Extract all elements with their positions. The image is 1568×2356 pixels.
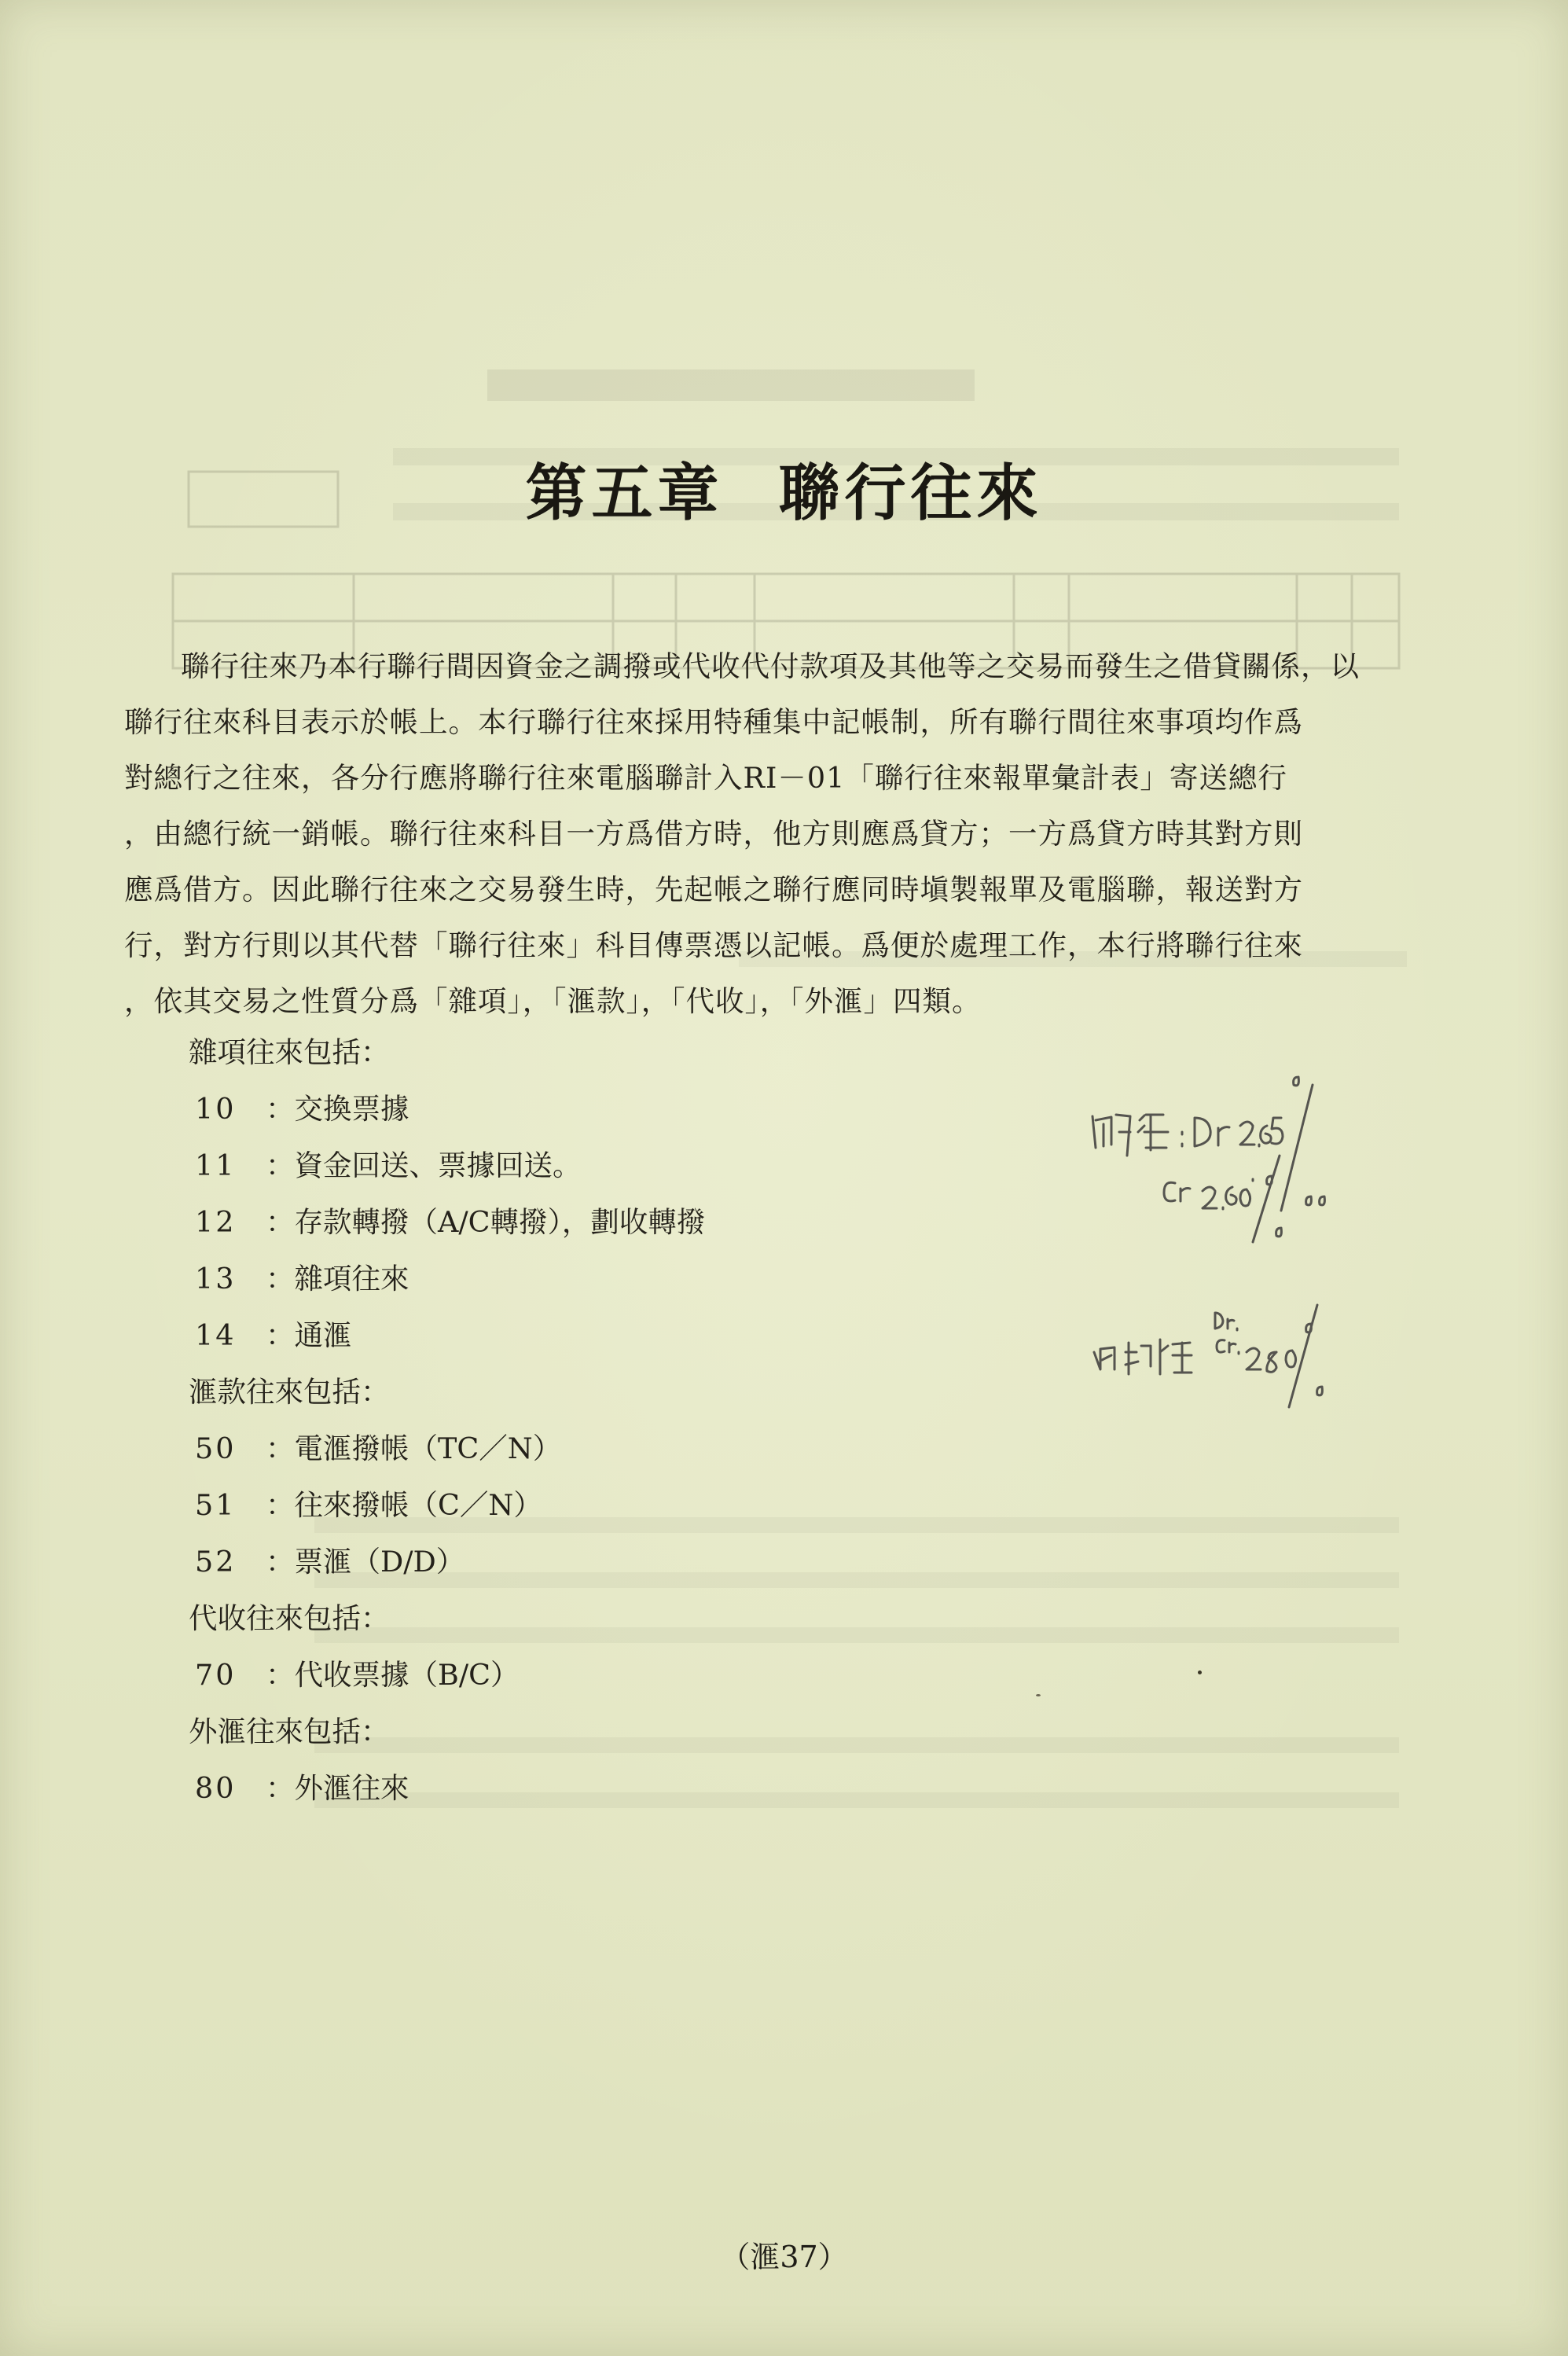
list-item — [195, 1194, 705, 1251]
item-code: 70 — [195, 1658, 237, 1692]
intro-line: 應爲借方。因此聯行往來之交易發生時，先起帳之聯行應同時塡製報單及電腦聯，報送對方 — [124, 873, 1303, 906]
item-text: ：雜項往來 — [266, 1262, 409, 1296]
intro-line: ，依其交易之性質分爲「雜項」，「滙款」，「代收」，「外滙」四類。 — [124, 984, 982, 1018]
item-code: 51 — [195, 1488, 237, 1522]
item-code: 50 — [195, 1432, 237, 1465]
list-item — [195, 1081, 705, 1138]
list-item — [195, 1251, 705, 1307]
handwritten-pencil-notes — [1085, 1022, 1493, 1462]
chapter-title — [0, 444, 1568, 532]
item-text: ：票滙（D/D） — [266, 1545, 465, 1579]
item-code: 80 — [195, 1771, 237, 1805]
intro-line: 行，對方行則以其代替「聯行往來」科目傳票憑以記帳。爲便於處理工作，本行將聯行往來 — [124, 928, 1303, 962]
list-item — [195, 1138, 705, 1194]
item-text: ：通滙 — [266, 1318, 352, 1352]
item-text: ：往來撥帳（C／N） — [266, 1488, 542, 1522]
list-item — [195, 1307, 705, 1364]
intro-line: 對總行之往來，各分行應將聯行往來電腦聯計入RI－01「聯行往來報單彙計表」寄送總行 — [124, 761, 1287, 795]
item-text: ：交換票據 — [266, 1092, 409, 1126]
group-heading-remittance: 滙款往來包括： — [189, 1375, 390, 1409]
item-text: ：存款轉撥（A/C轉撥），劃收轉撥 — [266, 1205, 706, 1239]
item-code: 12 — [195, 1205, 237, 1239]
page-number: （滙37） — [720, 2240, 848, 2274]
item-code: 13 — [195, 1262, 237, 1296]
item-code: 52 — [195, 1545, 237, 1579]
list-item — [195, 1534, 705, 1590]
item-text: ：代收票據（B/C） — [266, 1658, 520, 1692]
item-text: ：資金回送、票據回送。 — [266, 1149, 582, 1182]
item-text: ：外滙往來 — [266, 1771, 409, 1805]
intro-paragraph — [124, 638, 1445, 1029]
list-item — [195, 1647, 705, 1704]
item-code: 10 — [195, 1092, 237, 1126]
chapter-name: 聯行往來 — [778, 458, 1043, 529]
intro-line: 聯行往來乃本行聯行間因資金之調撥或代收代付款項及其他等之交易而發生之借貸關係，以 — [181, 649, 1360, 683]
item-text: ：電滙撥帳（TC／N） — [266, 1432, 562, 1465]
item-code: 14 — [195, 1318, 237, 1352]
item-code: 11 — [195, 1149, 237, 1182]
group-heading-misc: 雜項往來包括： — [189, 1035, 390, 1069]
list-item — [195, 1477, 705, 1534]
category-list — [189, 1024, 705, 1817]
list-item — [195, 1421, 705, 1477]
paper-speck — [1036, 1694, 1041, 1696]
paper-speck — [1198, 1671, 1202, 1674]
group-heading-collection: 代收往來包括： — [189, 1601, 390, 1635]
chapter-number: 第五章 — [525, 458, 724, 529]
list-item — [195, 1760, 705, 1817]
intro-line: 聯行往來科目表示於帳上。本行聯行往來採用特種集中記帳制，所有聯行間往來事項均作爲 — [124, 705, 1303, 739]
intro-line: ，由總行統一銷帳。聯行往來科目一方爲借方時，他方則應爲貸方；一方爲貸方時其對方則 — [124, 817, 1303, 851]
group-heading-foreign-exchange: 外滙往來包括： — [189, 1715, 390, 1748]
